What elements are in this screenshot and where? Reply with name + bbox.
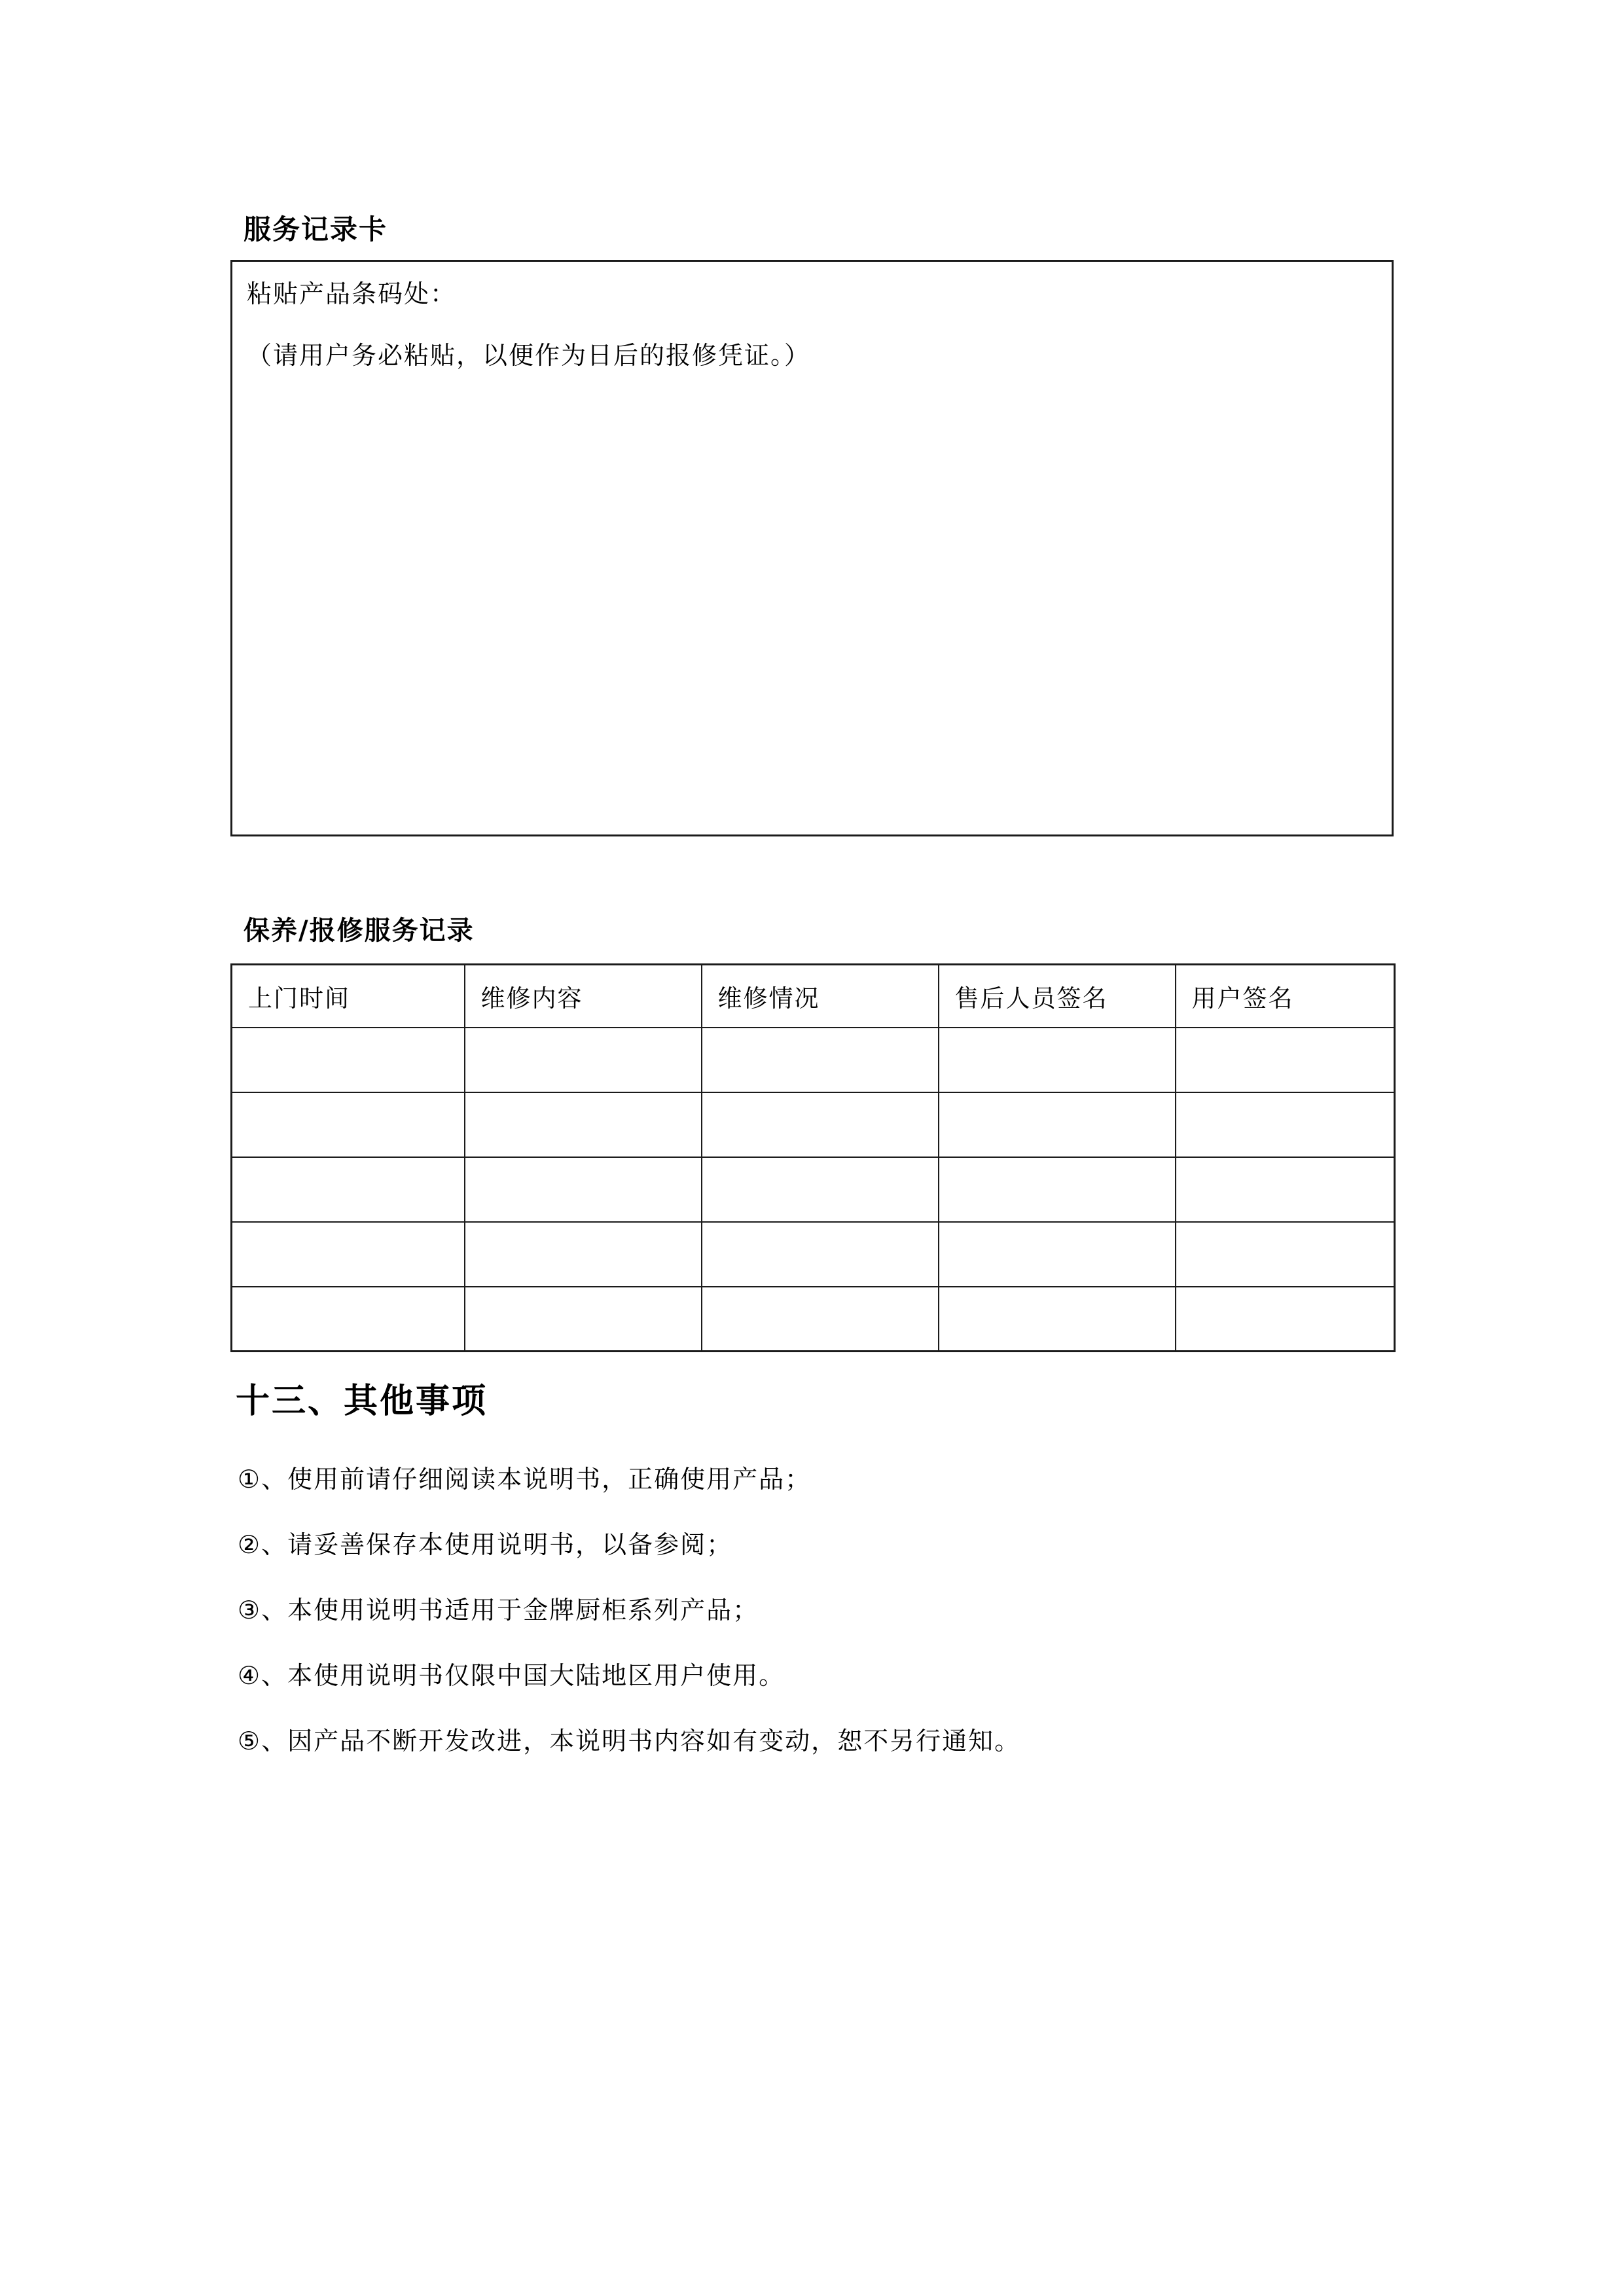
barcode-box-instruction: 粘贴产品条码处： [247, 279, 457, 308]
table-cell [939, 1028, 1176, 1092]
other-matters-list [238, 1465, 1481, 1792]
table-cell [1176, 1287, 1395, 1352]
table-row [232, 1028, 1395, 1092]
header-visit-time: 上门时间 [232, 965, 465, 1028]
service-record-table [230, 963, 1396, 1352]
table-header-row [232, 965, 1395, 1028]
barcode-box-note: （请用户务必粘贴，以便作为日后的报修凭证。） [247, 341, 811, 370]
barcode-paste-box [230, 260, 1394, 836]
table-cell [465, 1157, 702, 1222]
table-cell [232, 1287, 465, 1352]
table-cell [939, 1287, 1176, 1352]
list-item: ①、使用前请仔细阅读本说明书，正确使用产品； [238, 1465, 812, 1494]
table-cell [465, 1028, 702, 1092]
list-item: ⑤、因产品不断开发改进，本说明书内容如有变动，恕不另行通知。 [238, 1727, 1021, 1755]
table-cell [939, 1222, 1176, 1287]
header-user-signature: 用户签名 [1176, 965, 1395, 1028]
header-staff-signature: 售后人员签名 [939, 965, 1176, 1028]
table-cell [939, 1092, 1176, 1157]
table-row [232, 1157, 1395, 1222]
service-card-title: 服务记录卡 [244, 213, 388, 245]
table-cell [702, 1028, 939, 1092]
service-record-title: 保养/报修服务记录 [244, 916, 475, 946]
header-repair-content: 维修内容 [465, 965, 702, 1028]
table-cell [939, 1157, 1176, 1222]
table-cell [702, 1287, 939, 1352]
table-cell [465, 1287, 702, 1352]
list-item: ③、本使用说明书适用于金牌厨柜系列产品； [238, 1596, 759, 1624]
table-cell [1176, 1222, 1395, 1287]
table-cell [232, 1222, 465, 1287]
table-row [232, 1287, 1395, 1352]
table-cell [465, 1092, 702, 1157]
list-item: ④、本使用说明书仅限中国大陆地区用户使用。 [238, 1661, 785, 1690]
table-cell [465, 1222, 702, 1287]
table-cell [702, 1157, 939, 1222]
other-matters-title: 十三、其他事项 [236, 1382, 488, 1421]
table-cell [702, 1092, 939, 1157]
table-cell [232, 1157, 465, 1222]
table-row [232, 1222, 1395, 1287]
table-cell [1176, 1028, 1395, 1092]
header-repair-status: 维修情况 [702, 965, 939, 1028]
table-cell [232, 1092, 465, 1157]
list-item: ②、请妥善保存本使用说明书，以备参阅； [238, 1530, 733, 1559]
table-cell [702, 1222, 939, 1287]
table-cell [1176, 1092, 1395, 1157]
table-cell [232, 1028, 465, 1092]
table-cell [1176, 1157, 1395, 1222]
table-row [232, 1092, 1395, 1157]
